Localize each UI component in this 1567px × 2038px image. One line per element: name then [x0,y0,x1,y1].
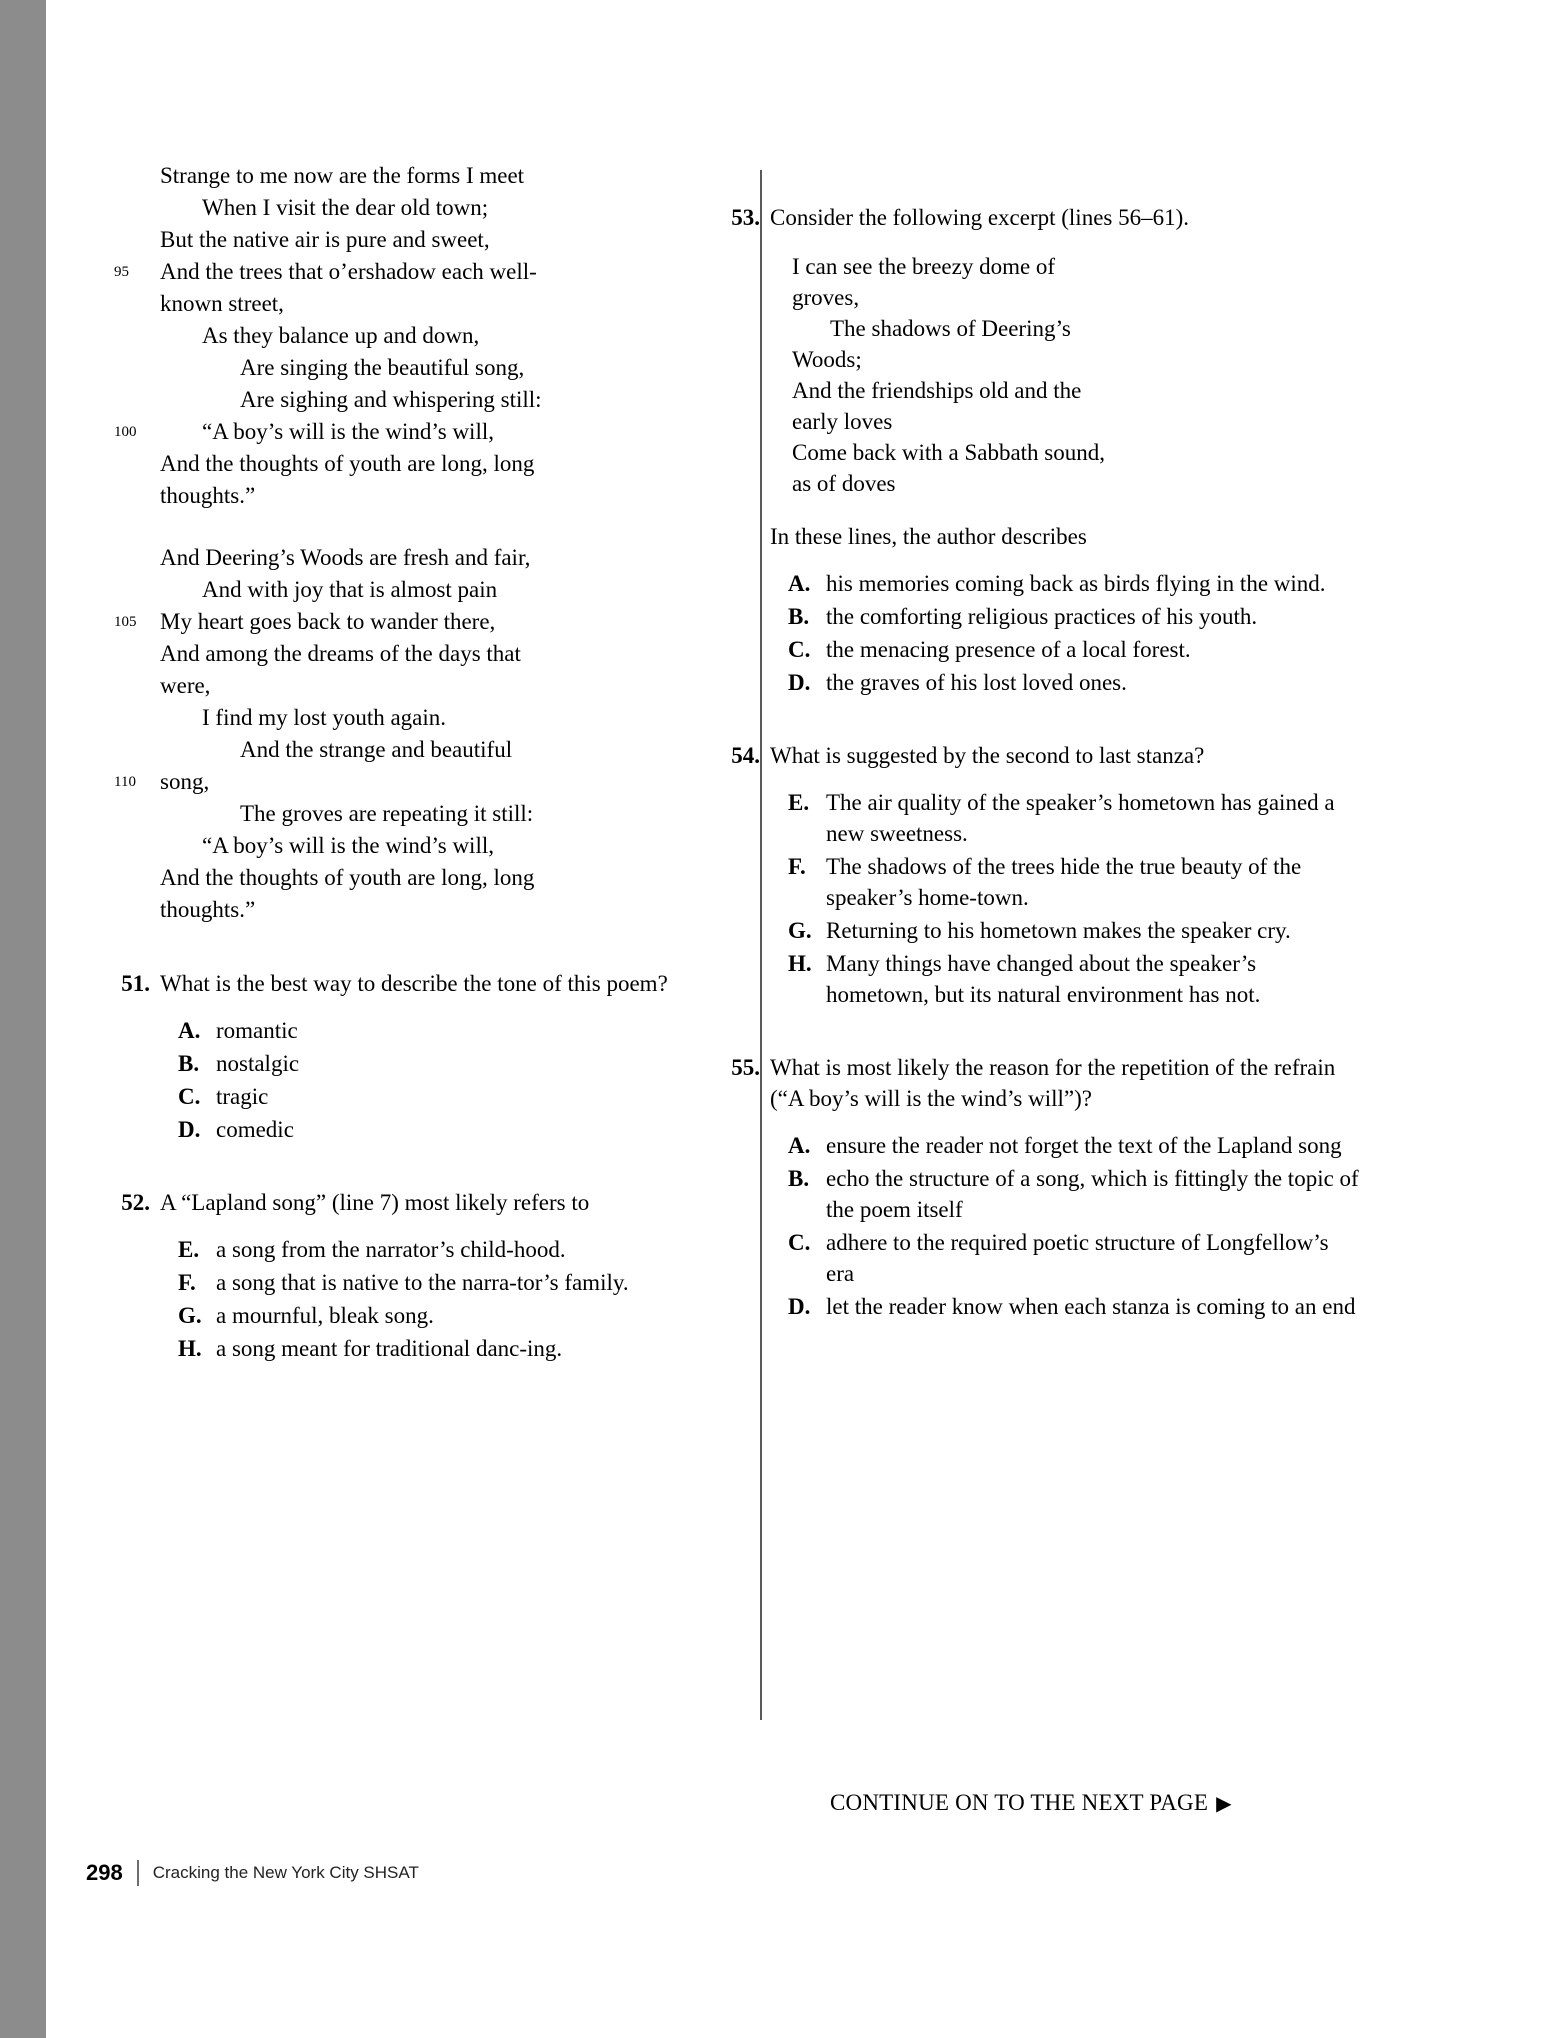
question-stem: Consider the following excerpt (lines 56–61). [770,205,1190,230]
triangle-right-icon: ▶ [1216,1793,1232,1815]
answer-choice[interactable] [788,601,1360,632]
answer-choice-text: echo the structure of a song, which is fittingly the topic of the poem itself [826,1166,1359,1222]
poem-line-number: 95 [114,264,129,280]
answer-choice-text: a song meant for traditional danc-ing. [216,1336,563,1361]
answer-choice-letter: B. [788,604,810,629]
answer-choice-text: comedic [216,1117,294,1142]
poem-line-text: I find my lost youth again. [202,705,447,730]
answer-choice-text: The shadows of the trees hide the true beauty of the speaker’s home-town. [826,854,1302,910]
answer-choice-text: a song from the narrator’s child-hood. [216,1237,566,1262]
poem-line [160,894,680,926]
two-column-layout [114,160,1400,1366]
answer-choices [160,1015,680,1145]
question-block [731,740,1360,1010]
question-number: 54. [731,743,760,768]
poem-line [160,574,680,606]
question-stem: A “Lapland song” (line 7) most likely refers to [160,1190,590,1215]
poem-line [160,320,680,352]
poem-line [160,830,680,862]
excerpt-line: And the friendships old and the [792,378,1082,403]
answer-choice-text: let the reader know when each stanza is coming to an end [826,1294,1356,1319]
answer-choice-letter: E. [788,790,810,815]
answer-choice-letter: A. [178,1018,201,1043]
poem-line-text: And the thoughts of youth are long, long [160,865,535,890]
answer-choice-letter: D. [788,1294,811,1319]
page-footer [86,1860,419,1886]
poem-line [160,448,680,480]
question-stem: What is suggested by the second to last stanza? [770,743,1205,768]
poem-line [160,702,680,734]
answer-choice-text: the graves of his lost loved ones. [826,670,1127,695]
question-block [121,968,680,1145]
poem-line-text: “A boy’s will is the wind’s will, [202,833,494,858]
poem-line-text: And the trees that o’ershadow each well- [160,259,537,284]
poem-line [160,670,680,702]
left-column [114,160,720,1366]
answer-choice-letter: A. [788,1133,811,1158]
poem-line [160,192,680,224]
answer-choice-letter: G. [788,918,812,943]
answer-choice-letter: D. [178,1117,201,1142]
poem-line-text: And the thoughts of youth are long, long [160,451,535,476]
poem-line [160,224,680,256]
answer-choice[interactable] [178,1234,680,1265]
question-excerpt [770,251,1360,499]
poem-line [114,416,680,448]
poem-line-text: “A boy’s will is the wind’s will, [202,419,494,444]
poem-line-text: thoughts.” [160,483,256,508]
poem-line [160,384,680,416]
answer-choices [770,787,1360,1010]
answer-choice[interactable] [178,1081,680,1112]
right-column [720,160,1360,1366]
poem-line [114,766,680,798]
answer-choice-text: ensure the reader not forget the text of the Lapland song [826,1133,1342,1158]
poem-line-text: thoughts.” [160,897,256,922]
answer-choice[interactable] [788,948,1360,1010]
footer-divider [137,1860,139,1886]
right-question-list [731,202,1360,1322]
poem-line-number: 105 [114,614,137,630]
answer-choice-letter: D. [788,670,811,695]
question-sub-stem: In these lines, the author describes [770,524,1087,549]
question-number: 53. [731,205,760,230]
poem-stanza [114,160,680,512]
answer-choice[interactable] [178,1048,680,1079]
answer-choice[interactable] [788,1291,1360,1322]
poem-line-text: Strange to me now are the forms I meet [160,163,525,188]
answer-choice[interactable] [788,915,1360,946]
poem-stanza [114,542,680,926]
question-number: 52. [121,1190,150,1215]
answer-choice[interactable] [788,634,1360,665]
poem-line [160,798,680,830]
answer-choices [770,568,1360,698]
column-divider [760,170,762,1720]
answer-choice-letter: A. [788,571,811,596]
answer-choice[interactable] [788,1227,1360,1289]
answer-choice-text: Returning to his hometown makes the speaker cry. [826,918,1291,943]
poem-line [160,288,680,320]
poem-line [160,862,680,894]
answer-choice-text: the menacing presence of a local forest. [826,637,1191,662]
answer-choice-text: adhere to the required poetic structure of Longfellow’s era [826,1230,1329,1286]
question-stem: What is the best way to describe the tone of this poem? [160,971,668,996]
left-question-list [121,968,680,1364]
answer-choice-letter: F. [178,1270,196,1295]
excerpt-line: Come back with a Sabbath sound, [792,440,1106,465]
continue-notice [830,1790,1350,1816]
question-block [731,1052,1360,1322]
answer-choice-text: romantic [216,1018,298,1043]
answer-choice-text: nostalgic [216,1051,300,1076]
answer-choices [770,1130,1360,1322]
poem-line [160,480,680,512]
poem-line [160,734,680,766]
answer-choice-text: the comforting religious practices of his youth. [826,604,1258,629]
question-number: 51. [121,971,150,996]
poem-line [160,352,680,384]
poem-line-text: And the strange and beautiful [240,737,513,762]
poem-line-text: were, [160,673,211,698]
poem-line [114,606,680,638]
question-block [731,202,1360,698]
poem-line-number: 100 [114,424,137,440]
answer-choice[interactable] [788,568,1360,599]
excerpt-line: I can see the breezy dome of [792,254,1056,279]
answer-choice[interactable] [178,1015,680,1046]
answer-choice[interactable] [178,1300,680,1331]
answer-choice-letter: E. [178,1237,200,1262]
answer-choice-text: a mournful, bleak song. [216,1303,434,1328]
answer-choice[interactable] [788,1130,1360,1161]
answer-choice-letter: G. [178,1303,202,1328]
answer-choice-letter: C. [788,637,811,662]
poem-line-text: When I visit the dear old town; [202,195,489,220]
answer-choice-letter: B. [178,1051,200,1076]
answer-choice-letter: H. [178,1336,202,1361]
answer-choice[interactable] [178,1114,680,1145]
excerpt-line: Woods; [792,347,862,372]
page-edge-bar [0,0,46,2038]
page-content [114,160,1400,1366]
answer-choice-text: his memories coming back as birds flying in the wind. [826,571,1326,596]
poem-line [114,256,680,288]
poem-line-text: As they balance up and down, [202,323,480,348]
answer-choice[interactable] [788,787,1360,849]
poem-line [160,160,680,192]
excerpt-line: The shadows of Deering’s [830,316,1071,341]
poem-excerpt [114,160,680,926]
page-number: 298 [86,1860,123,1885]
answer-choice-text: a song that is native to the narra-tor’s family. [216,1270,629,1295]
answer-choice-text: The air quality of the speaker’s hometown has gained a new sweetness. [826,790,1335,846]
poem-line-text: My heart goes back to wander there, [160,609,496,634]
poem-line-text: And with joy that is almost pain [202,577,498,602]
answer-choices [160,1234,680,1364]
answer-choice[interactable] [178,1333,680,1364]
continue-label: CONTINUE ON TO THE NEXT PAGE [830,1790,1209,1815]
answer-choice[interactable] [788,1163,1360,1225]
excerpt-line: groves, [792,285,860,310]
poem-line-text: The groves are repeating it still: [240,801,534,826]
poem-line-text: Are sighing and whispering still: [240,387,542,412]
poem-line-text: And Deering’s Woods are fresh and fair, [160,545,531,570]
answer-choice[interactable] [788,851,1360,913]
poem-line-text: Are singing the beautiful song, [240,355,525,380]
poem-line-text: And among the dreams of the days that [160,641,521,666]
poem-line-text: song, [160,769,210,794]
question-block [121,1187,680,1364]
answer-choice-letter: B. [788,1166,810,1191]
book-title: Cracking the New York City SHSAT [152,1863,419,1882]
answer-choice[interactable] [178,1267,680,1298]
poem-line-text: known street, [160,291,284,316]
answer-choice-letter: F. [788,854,806,879]
excerpt-line: as of doves [792,471,896,496]
question-stem: What is most likely the reason for the repetition of the refrain (“A boy’s will is the wind’s will”)? [770,1055,1336,1111]
poem-line-number: 110 [114,774,136,790]
poem-line-text: But the native air is pure and sweet, [160,227,490,252]
answer-choice[interactable] [788,667,1360,698]
answer-choice-letter: C. [788,1230,811,1255]
answer-choice-text: tragic [216,1084,269,1109]
answer-choice-letter: H. [788,951,812,976]
question-number: 55. [731,1055,760,1080]
poem-line [160,542,680,574]
excerpt-line: early loves [792,409,893,434]
answer-choice-letter: C. [178,1084,201,1109]
poem-line [160,638,680,670]
answer-choice-text: Many things have changed about the speaker’s hometown, but its natural environment has not. [826,951,1261,1007]
